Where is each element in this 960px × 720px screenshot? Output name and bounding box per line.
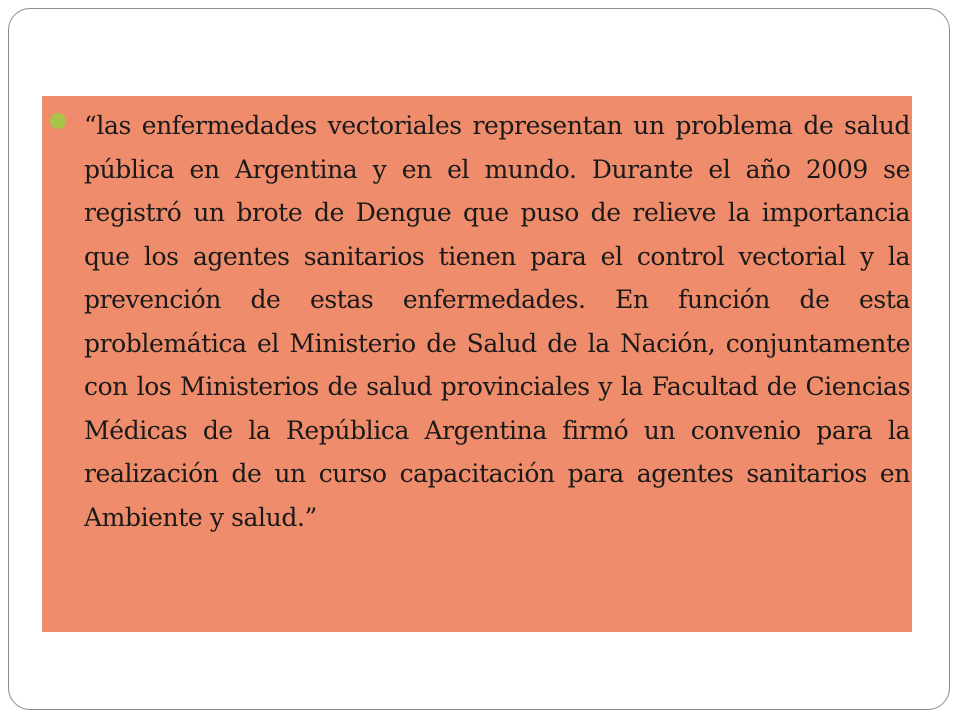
quote-text: “las enfermedades vectoriales representan un problema de salud pública en Argentina y en el mundo. Durante el año 2009 se registró un brote de Dengue que puso de relieve la importancia que los agentes sanitarios tienen para el control vectorial y la prevención de estas enfermedades. En función de esta problemática el Ministerio de Salud de la Nación, conjuntamente con los Ministerios de salud provinciales y la Facultad de Ciencias Médicas de la República Argentina firmó un convenio para la realización de un curso capacitación para agentes sanitarios en Ambiente y salud.” (84, 111, 910, 532)
bullet-icon (50, 113, 66, 129)
